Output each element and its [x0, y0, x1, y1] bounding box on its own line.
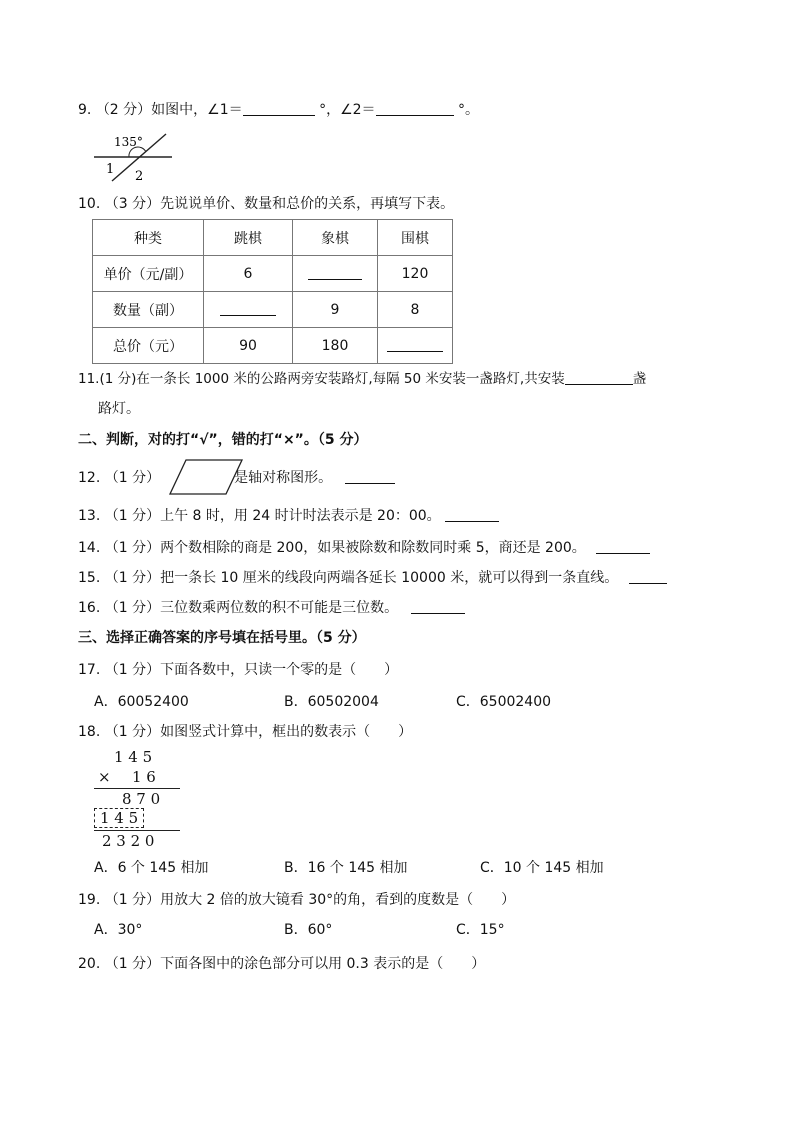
q10-cell: 9 — [293, 292, 378, 328]
q10-header-cell: 种类 — [93, 220, 204, 256]
q9-unit-b: ° — [458, 102, 466, 118]
q10-cell: 8 — [378, 292, 453, 328]
q15-text: 把一条长 10 厘米的线段向两端各延长 10000 米，就可以得到一条直线。 — [160, 570, 619, 586]
q9-blank-angle1[interactable] — [243, 101, 315, 116]
q19-score: （1 分） — [104, 892, 161, 908]
q10-table — [92, 219, 453, 364]
q10-cell: 90 — [204, 328, 293, 364]
q14-text: 两个数相除的商是 200，如果被除数和除数同时乘 5，商还是 200。 — [160, 540, 586, 556]
q10-cell-blank[interactable] — [293, 256, 378, 292]
q11-text-b: 盏 — [632, 371, 647, 387]
q14-number: 14. — [78, 540, 101, 556]
calc-rule-2 — [94, 830, 180, 831]
q9-line — [78, 100, 479, 120]
q9-number: 9. — [78, 102, 92, 118]
calc-multiplicand: 1 4 5 — [114, 748, 153, 766]
q19-option-c[interactable]: C．15° — [456, 922, 505, 938]
q14-score: （1 分） — [104, 540, 161, 556]
q18-line — [78, 722, 412, 742]
q10-header-cell: 跳棋 — [204, 220, 293, 256]
q9-angle-label: 135° — [114, 135, 143, 149]
section3-title: 三、选择正确答案的序号填在括号里。（5 分） — [78, 630, 366, 646]
q10-blank-line — [220, 301, 276, 316]
q11-score: (1 分) — [99, 371, 137, 387]
q18-options — [78, 858, 698, 878]
q18-vertical-calculation — [92, 748, 184, 850]
q15-line — [78, 568, 667, 588]
q19-number: 19. — [78, 892, 101, 908]
q18-option-b[interactable]: B．16 个 145 相加 — [284, 860, 408, 876]
q10-row-label: 数量（副） — [93, 292, 204, 328]
q18-score: （1 分） — [104, 724, 161, 740]
q10-score: （3 分） — [104, 196, 161, 212]
q10-cell-blank[interactable] — [378, 328, 453, 364]
q9-sep: ，∠2＝ — [326, 102, 376, 118]
q9-score: （2 分） — [95, 102, 152, 118]
q17-score: （1 分） — [104, 662, 161, 678]
q17-line — [78, 660, 398, 680]
q9-end: 。 — [465, 102, 480, 118]
q20-text: 下面各图中的涂色部分可以用 0.3 表示的是（ ） — [160, 956, 486, 972]
q10-cell: 120 — [378, 256, 453, 292]
q9-unit-a: ° — [319, 102, 327, 118]
q10-number: 10. — [78, 196, 101, 212]
q19-text: 用放大 2 倍的放大镜看 30°的角，看到的度数是（ ） — [160, 892, 516, 908]
q18-text: 如图竖式计算中，框出的数表示（ ） — [160, 724, 413, 740]
q19-option-b[interactable]: B．60° — [284, 922, 333, 938]
q17-option-b[interactable]: B．60502004 — [284, 694, 379, 710]
q11-text-a: 在一条长 1000 米的公路两旁安装路灯,每隔 50 米安装一盏路灯,共安装 — [136, 371, 565, 387]
q13-number: 13. — [78, 508, 101, 524]
q19-option-a[interactable]: A．30° — [94, 922, 143, 938]
calc-partial-1: 8 7 0 — [122, 790, 161, 808]
q9-text-a: 如图中，∠1＝ — [151, 102, 243, 118]
q13-answer-blank[interactable] — [445, 507, 499, 522]
q20-score: （1 分） — [104, 956, 161, 972]
q20-line — [78, 954, 485, 974]
q18-number: 18. — [78, 724, 101, 740]
q11-number: 11. — [78, 371, 100, 387]
q19-options — [78, 920, 698, 940]
q9-blank-angle2[interactable] — [376, 101, 454, 116]
q13-text: 上午 8 时，用 24 时计时法表示是 20：00。 — [160, 508, 441, 524]
q10-text: 先说说单价、数量和总价的关系，再填写下表。 — [160, 196, 455, 212]
calc-boxed-partial: 1 4 5 — [94, 808, 144, 828]
q18-option-a[interactable]: A．6 个 145 相加 — [94, 860, 209, 876]
q11-line2 — [98, 399, 140, 419]
q17-option-c[interactable]: C．65002400 — [456, 694, 552, 710]
q10-row-label: 单价（元/副） — [93, 256, 204, 292]
q10-cell: 180 — [293, 328, 378, 364]
q17-options — [78, 692, 698, 712]
q19-line — [78, 890, 515, 910]
calc-product: 2 3 2 0 — [102, 832, 155, 850]
q16-number: 16. — [78, 600, 101, 616]
parallelogram-figure — [168, 458, 244, 496]
q10-blank-line — [387, 337, 443, 352]
q15-number: 15. — [78, 570, 101, 586]
q13-score: （1 分） — [104, 508, 161, 524]
calc-rule-1 — [94, 788, 180, 789]
q17-text: 下面各数中，只读一个零的是（ ） — [160, 662, 399, 678]
calc-times-sign: × — [98, 768, 111, 786]
q17-number: 17. — [78, 662, 101, 678]
q16-line — [78, 598, 465, 618]
section2-title: 二、判断，对的打“√”，错的打“×”。（5 分） — [78, 432, 368, 448]
q10-header-cell: 围棋 — [378, 220, 453, 256]
q10-cell: 6 — [204, 256, 293, 292]
q16-text: 三位数乘两位数的积不可能是三位数。 — [160, 600, 399, 616]
q20-number: 20. — [78, 956, 101, 972]
q14-line — [78, 538, 650, 558]
q12-text: 是轴对称图形。 — [234, 470, 333, 486]
q11-line — [78, 369, 646, 389]
q16-answer-blank[interactable] — [411, 599, 465, 614]
q12-number: 12. — [78, 470, 101, 486]
q15-answer-blank[interactable] — [629, 569, 667, 584]
calc-multiplier: 1 6 — [132, 768, 156, 786]
q15-score: （1 分） — [104, 570, 161, 586]
q11-text-c: 路灯。 — [98, 401, 140, 417]
q10-line — [78, 194, 454, 214]
q10-header-cell: 象棋 — [293, 220, 378, 256]
q16-score: （1 分） — [104, 600, 161, 616]
q10-row-label: 总价（元） — [93, 328, 204, 364]
q10-cell-blank[interactable] — [204, 292, 293, 328]
q12-answer-blank[interactable] — [345, 469, 395, 484]
q12-score: （1 分） — [104, 470, 161, 486]
q9-angle-figure — [92, 128, 174, 182]
q11-blank[interactable] — [565, 370, 633, 385]
q9-label-2: 2 — [135, 169, 144, 182]
q9-label-1: 1 — [106, 162, 115, 177]
q14-answer-blank[interactable] — [596, 539, 650, 554]
q13-line — [78, 506, 499, 526]
q17-option-a[interactable]: A．60052400 — [94, 694, 189, 710]
q10-blank-line — [308, 265, 362, 280]
q18-option-c[interactable]: C．10 个 145 相加 — [480, 860, 604, 876]
